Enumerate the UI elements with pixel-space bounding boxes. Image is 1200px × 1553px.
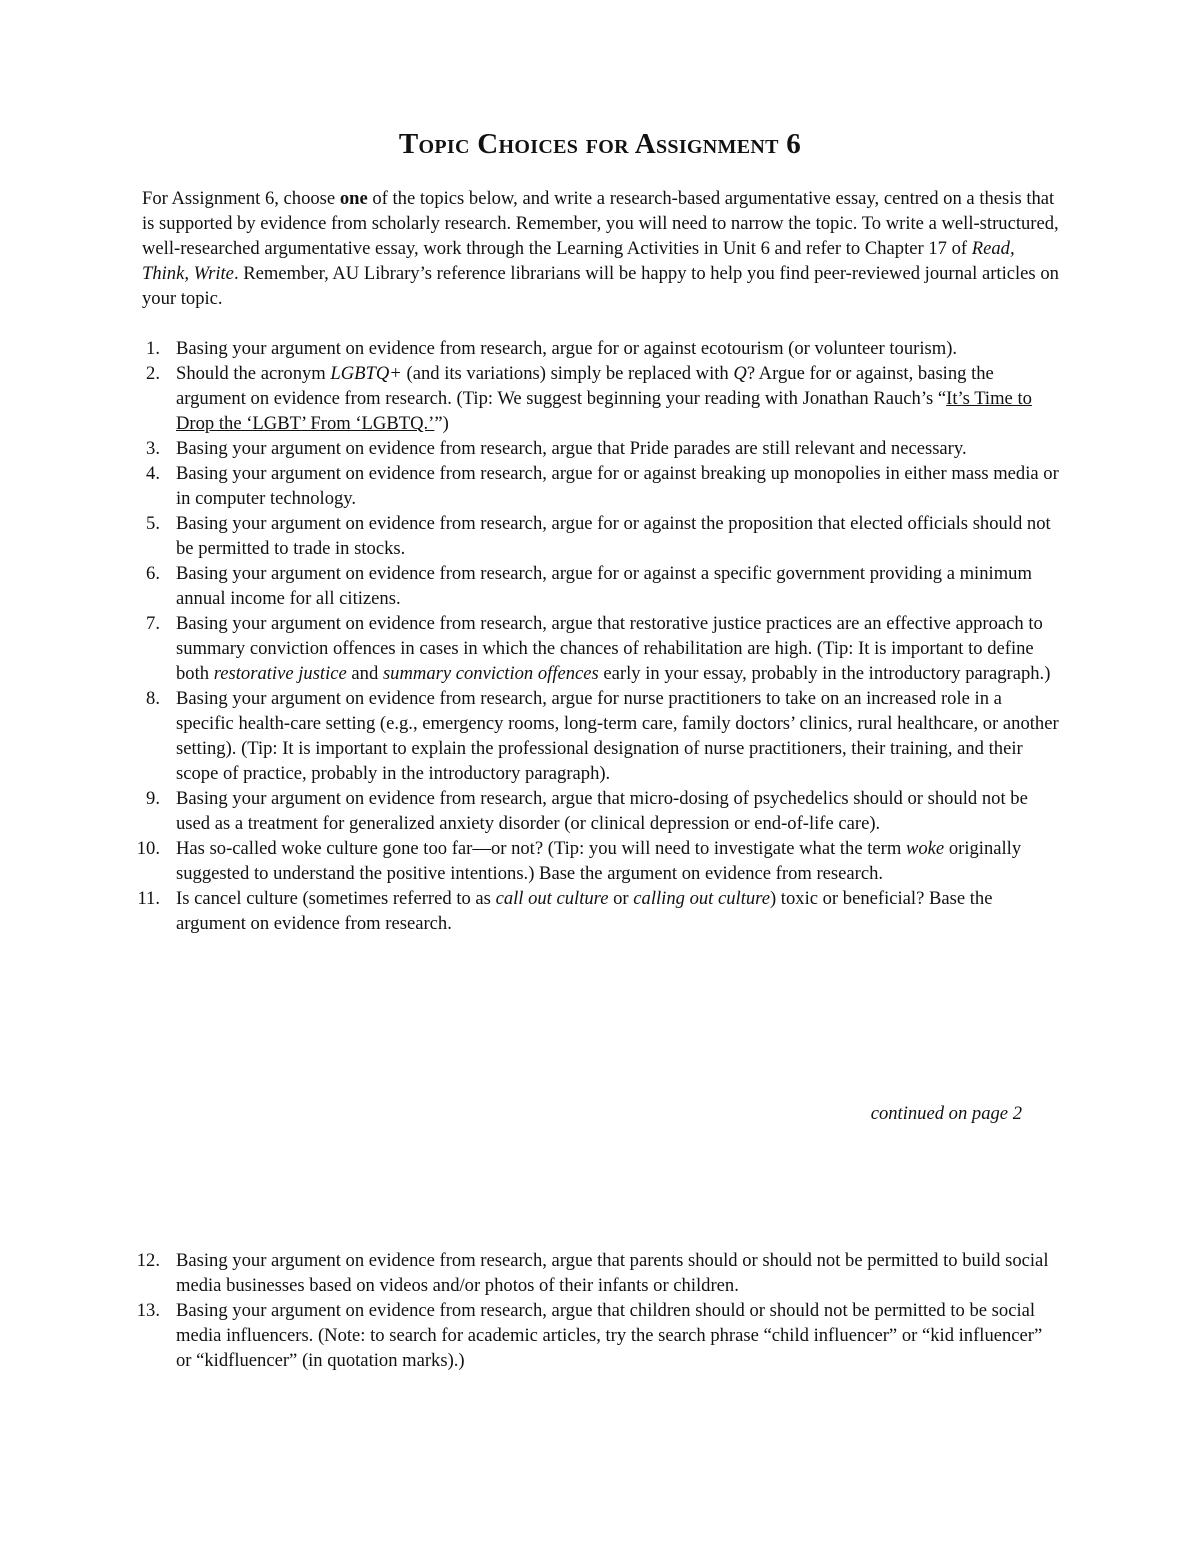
topic-item-10 xyxy=(0,836,1200,886)
topic-text xyxy=(176,836,1061,886)
topic-text-part: ? Argue for or against, basing the argument on evidence from research. (Tip: We suggest beginning your reading with Jonathan Rauch’s “ xyxy=(176,363,994,409)
topic-number: 2. xyxy=(146,363,160,384)
article-link[interactable]: It’s Time to Drop the ‘LGBT’ From ‘LGBTQ.’ xyxy=(176,388,1032,434)
topic-text-part: Is cancel culture (sometimes referred to as xyxy=(176,888,496,909)
topic-list-continued xyxy=(0,1248,1200,1373)
topic-text: Basing your argument on evidence from research, argue for nurse practitioners to take on an increased role in a specific health-care setting (e.g., emergency rooms, long-term care, family doctors’ clinics, rural healthcare, or another setting). (Tip: It is important to explain the professional designation of nurse practitioners, their training, and their scope of practice, probably in the introductory paragraph). xyxy=(176,688,1059,784)
intro-text-3: . Remember, AU Library’s reference librarians will be happy to help you find peer-reviewed journal articles on your topic. xyxy=(142,263,1059,309)
topic-text-part: (and its variations) simply be replaced with xyxy=(401,363,734,384)
topic-item-7 xyxy=(0,611,1200,686)
topic-number: 13. xyxy=(136,1300,160,1321)
intro-paragraph xyxy=(142,186,1062,311)
topic-text: Basing your argument on evidence from research, argue that children should or should not be permitted to be social media influencers. (Note: to search for academic articles, try the search phrase “child influencer” or “kid influencer” or “kidfluencer” (in quotation marks).) xyxy=(176,1300,1043,1371)
topic-item-12 xyxy=(0,1248,1200,1298)
topic-number: 7. xyxy=(146,613,160,634)
topic-list xyxy=(0,336,1200,936)
intro-text-1: For Assignment 6, choose xyxy=(142,188,340,209)
topic-text-part: or xyxy=(608,888,634,909)
topic-italic-term: woke xyxy=(905,838,945,859)
topic-item-8 xyxy=(0,686,1200,786)
topic-item-4 xyxy=(0,461,1200,511)
topic-text xyxy=(176,361,1061,436)
topic-italic-term: summary conviction offences xyxy=(382,663,599,684)
topic-text xyxy=(176,886,1061,936)
topic-item-6 xyxy=(0,561,1200,611)
topic-text-part: ) toxic or beneficial? Base the argument on evidence from research. xyxy=(176,888,993,934)
topic-text-part: Basing your argument on evidence from research, argue that restorative justice practices are an effective approach to summary conviction offences in cases in which the chances of rehabilitation are high. (Tip: It is important to define both xyxy=(176,613,1043,684)
topic-number: 5. xyxy=(146,513,160,534)
topic-text: Basing your argument on evidence from research, argue for or against the proposition that elected officials should not be permitted to trade in stocks. xyxy=(176,513,1051,559)
topic-item-11 xyxy=(0,886,1200,936)
topic-text-part: Has so-called woke culture gone too far—or not? (Tip: you will need to investigate what the term xyxy=(176,838,906,859)
topic-italic-term: calling out culture xyxy=(633,888,770,909)
topic-item-3 xyxy=(0,436,1200,461)
topic-italic-term: restorative justice xyxy=(213,663,347,684)
topic-text-part: early in your essay, probably in the introductory paragraph.) xyxy=(598,663,1051,684)
topic-number: 9. xyxy=(146,788,160,809)
topic-number: 4. xyxy=(146,463,160,484)
page-title: Topic Choices for Assignment 6 xyxy=(398,128,802,160)
continued-note: continued on page 2 xyxy=(870,1103,1022,1124)
topic-number: 12. xyxy=(136,1250,160,1271)
topic-text: Basing your argument on evidence from research, argue for or against ecotourism (or volunteer tourism). xyxy=(176,338,958,359)
topic-item-5 xyxy=(0,511,1200,561)
topic-text-part: Should the acronym xyxy=(176,363,331,384)
topic-text xyxy=(176,611,1061,686)
topic-italic-term: Q xyxy=(733,363,747,384)
intro-emphasis-one: one xyxy=(339,188,368,209)
topic-item-13 xyxy=(0,1298,1200,1373)
topic-text: Basing your argument on evidence from research, argue for or against breaking up monopolies in either mass media or in computer technology. xyxy=(176,463,1059,509)
topic-text: Basing your argument on evidence from research, argue that Pride parades are still relevant and necessary. xyxy=(176,438,967,459)
topic-item-1 xyxy=(0,336,1200,361)
topic-number: 6. xyxy=(146,563,160,584)
topic-text: Basing your argument on evidence from research, argue that parents should or should not be permitted to build social media businesses based on videos and/or photos of their infants or children. xyxy=(176,1250,1049,1296)
topic-italic-term: call out culture xyxy=(495,888,609,909)
intro-book-title: Read, Think, Write xyxy=(142,238,1015,284)
topic-number: 1. xyxy=(146,338,160,359)
topic-text: Basing your argument on evidence from research, argue for or against a specific government providing a minimum annual income for all citizens. xyxy=(176,563,1032,609)
topic-italic-term: LGBTQ+ xyxy=(330,363,402,384)
topic-item-9 xyxy=(0,786,1200,836)
intro-text-2: of the topics below, and write a research-based argumentative essay, centred on a thesis that is supported by evidence from scholarly research. Remember, you will need to narrow the topic. To write a well-structured, well-researched argumentative essay, work through the Learning Activities in Unit 6 and refer to Chapter 17 of xyxy=(142,188,1059,259)
topic-number: 8. xyxy=(146,688,160,709)
topic-item-2 xyxy=(0,361,1200,436)
topic-text-part: originally suggested to understand the positive intentions.) Base the argument on evidence from research. xyxy=(176,838,1022,884)
topic-number: 10. xyxy=(136,838,160,859)
topic-text-part: ”) xyxy=(434,413,449,434)
topic-number: 3. xyxy=(146,438,160,459)
topic-text: Basing your argument on evidence from research, argue that micro-dosing of psychedelics should or should not be used as a treatment for generalized anxiety disorder (or clinical depression or end-of-life care). xyxy=(176,788,1028,834)
topic-number: 11. xyxy=(137,888,160,909)
topic-text-part: and xyxy=(346,663,383,684)
